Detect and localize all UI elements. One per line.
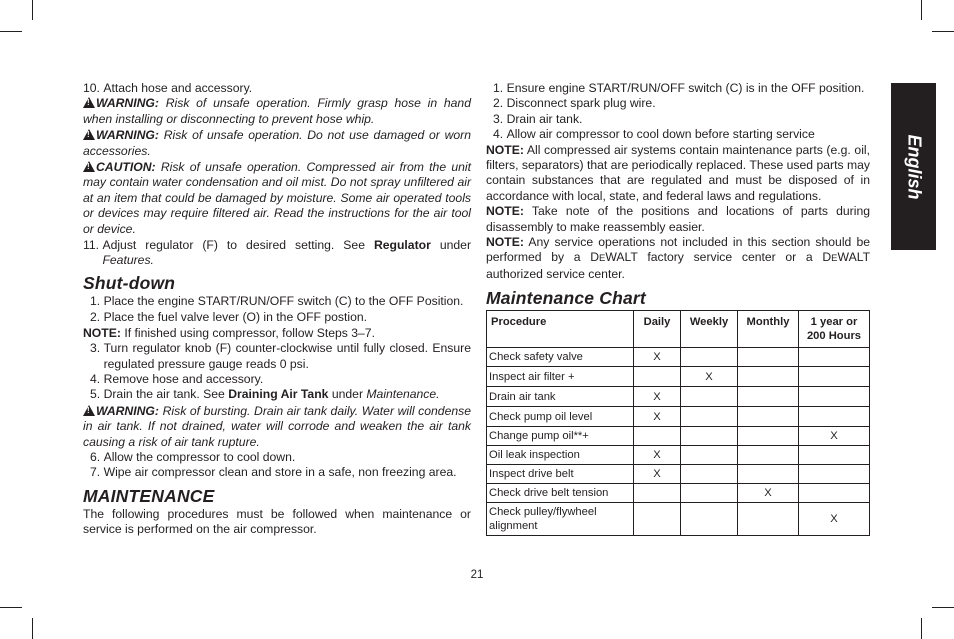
warning-icon (83, 97, 95, 108)
table-row (487, 407, 870, 427)
interval-cell (681, 484, 738, 503)
note-steps: NOTE: If finished using compressor, follow Steps 3–7. (83, 325, 375, 340)
interval-cell (738, 503, 799, 536)
interval-cell (681, 427, 738, 446)
shutdown-step-6: 6. Allow the compressor to cool down. (90, 449, 296, 464)
interval-cell (738, 387, 799, 407)
procedure-cell: Oil leak inspection (487, 446, 634, 465)
table-header-row (487, 311, 870, 348)
interval-cell: X (681, 367, 738, 387)
interval-cell (681, 348, 738, 367)
interval-cell (799, 387, 870, 407)
note-positions: NOTE: Take note of the positions and locations of parts during disassembly to make reassembly easier. (486, 204, 871, 234)
warning-icon (83, 129, 95, 140)
interval-cell: X (634, 348, 681, 367)
crop-mark (932, 607, 954, 608)
procedure-cell: Check pulley/flywheel alignment (487, 503, 634, 536)
table-row (487, 427, 870, 446)
interval-cell: X (634, 446, 681, 465)
procedure-cell: Inspect air filter + (487, 367, 634, 387)
interval-cell: X (738, 484, 799, 503)
interval-cell (634, 484, 681, 503)
interval-cell (681, 465, 738, 484)
interval-cell (634, 367, 681, 387)
procedure-cell: Drain air tank (487, 387, 634, 407)
warning-icon (83, 405, 95, 416)
header-monthly: Monthly (738, 311, 799, 348)
interval-cell (634, 503, 681, 536)
interval-cell (681, 407, 738, 427)
interval-cell (738, 348, 799, 367)
maintenance-chart-heading: Maintenance Chart (486, 288, 646, 309)
maint-step-4: 4. Allow air compressor to cool down before starting service (493, 127, 815, 142)
warning-icon (83, 161, 95, 172)
table-row (487, 367, 870, 387)
note-parts: NOTE: All compressed air systems contain maintenance parts (e.g. oil, filters, separators) that are periodically replaced. These used parts may contain substances that are regulated and must be disposed of in accordance with local, state, and federal laws and regulations. (486, 142, 870, 203)
step-11: 11. Adjust regulator (F) to desired setting. See Regulator under Features. (83, 238, 471, 268)
interval-cell: X (634, 407, 681, 427)
header-daily: Daily (634, 311, 681, 348)
table-row (487, 484, 870, 503)
maint-step-2: 2. Disconnect spark plug wire. (493, 96, 656, 111)
procedure-cell: Change pump oil**+ (487, 427, 634, 446)
interval-cell (681, 446, 738, 465)
interval-cell: X (634, 387, 681, 407)
procedure-cell: Inspect drive belt (487, 465, 634, 484)
maint-step-3: 3. Drain air tank. (493, 111, 583, 126)
maint-step-1: 1. Ensure engine START/RUN/OFF switch (C) is in the OFF position. (493, 81, 865, 95)
shutdown-step-7: 7. Wipe air compressor clean and store in a safe, non freezing area. (90, 465, 457, 480)
interval-cell (738, 427, 799, 446)
interval-cell (681, 387, 738, 407)
interval-cell (799, 446, 870, 465)
left-column (83, 81, 471, 538)
interval-cell (799, 465, 870, 484)
crop-mark (921, 0, 922, 20)
step-10: 10. Attach hose and accessory. (83, 81, 253, 95)
table-row (487, 465, 870, 484)
interval-cell (799, 407, 870, 427)
interval-cell (799, 367, 870, 387)
note-service: NOTE: Any service operations not included in this section should be performed by a DEWALT factory service center or a DEWALT authorized service center. (486, 235, 871, 281)
right-column (486, 81, 870, 536)
shutdown-step-4: 4. Remove hose and accessory. (90, 371, 264, 386)
procedure-cell: Check drive belt tension (487, 484, 634, 503)
shutdown-heading: Shut-down (83, 272, 176, 293)
warning-accessories: !WARNING: Risk of unsafe operation. Do not use damaged or worn accessories. (83, 128, 471, 159)
caution-compressed-air: !CAUTION: Risk of unsafe operation. Compressed air from the unit may contain water condensation and oil mist. Do not spray unfiltered air at an item that could be damaged by moisture. Some air operated tools or devices may require filtered air. Read the instructions for the air tool or device. (83, 160, 471, 237)
warning-hose-whip: !WARNING: Risk of unsafe operation. Firmly grasp hose in hand when installing or disconnecting to prevent hose whip. (83, 96, 471, 127)
table-row (487, 348, 870, 367)
interval-cell (738, 367, 799, 387)
header-weekly: Weekly (681, 311, 738, 348)
shutdown-step-2: 2. Place the fuel valve lever (O) in the OFF postion. (90, 310, 368, 325)
interval-cell: X (799, 503, 870, 536)
page-number: 21 (470, 569, 484, 581)
interval-cell (681, 503, 738, 536)
crop-mark (32, 0, 33, 20)
table-row (487, 446, 870, 465)
crop-mark (921, 618, 922, 639)
interval-cell (799, 484, 870, 503)
crop-mark (932, 31, 954, 32)
shutdown-step-3: 3. Turn regulator knob (F) counter-clockwise until fully closed. Ensure regulated pressure gauge reads 0 psi. (90, 341, 471, 371)
interval-cell (738, 446, 799, 465)
shutdown-step-1: 1. Place the engine START/RUN/OFF switch (C) to the OFF Position. (90, 293, 464, 308)
header-1-year: 1 year or 200 Hours (799, 311, 870, 348)
language-side-tab (891, 83, 936, 250)
table-row (487, 387, 870, 407)
interval-cell: X (634, 465, 681, 484)
interval-cell: X (799, 427, 870, 446)
header-procedure: Procedure (487, 311, 634, 348)
crop-mark (0, 607, 22, 608)
crop-mark (0, 31, 22, 32)
interval-cell (738, 465, 799, 484)
interval-cell (634, 427, 681, 446)
shutdown-step-5: 5. Drain the air tank. See Draining Air Tank under Maintenance. (90, 387, 440, 402)
procedure-cell: Check pump oil level (487, 407, 634, 427)
table-row (487, 503, 870, 536)
maintenance-chart-table (486, 310, 870, 536)
interval-cell (738, 407, 799, 427)
procedure-cell: Check safety valve (487, 348, 634, 367)
crop-mark (32, 618, 33, 639)
maintenance-heading: MAINTENANCE (83, 485, 215, 506)
interval-cell (799, 348, 870, 367)
maintenance-intro: The following procedures must be followed when maintenance or service is performed on the air compressor. (83, 506, 471, 537)
language-label: English (904, 133, 925, 200)
warning-bursting: !WARNING: Risk of bursting. Drain air tank daily. Water will condense in air tank. If not drained, water will corrode and weaken the air tank causing a risk of air tank rupture. (83, 404, 471, 450)
